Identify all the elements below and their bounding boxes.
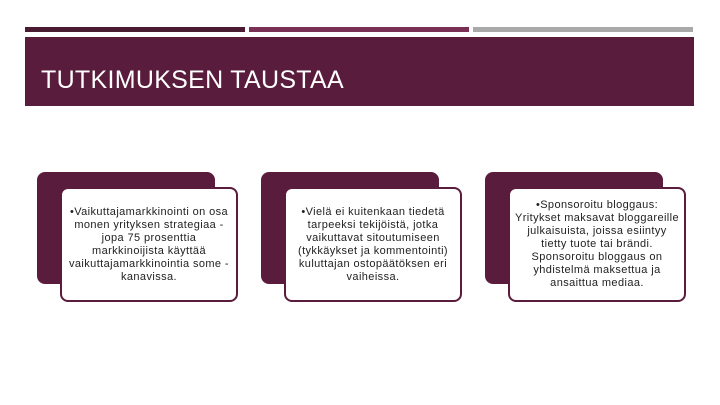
card-3-text: •Sponsoroitu bloggaus: Yritykset maksavat bloggareille julkaisuista, joissa esiintyy tietty tuote tai brändi. Sponsoroitu bloggaus on yhdistelmä maksettua ja ansaittua mediaa. bbox=[514, 199, 680, 289]
slide-title: TUTKIMUKSEN TAUSTAA bbox=[41, 66, 344, 94]
top-accent-bar-dark bbox=[25, 27, 245, 32]
card-1-text: •Vaikuttajamarkkinointi on osa monen yrityksen strategiaa - jopa 75 prosenttia markkinoijista käyttää vaikuttajamarkkinointia some -kanavissa. bbox=[69, 205, 229, 283]
card-3 bbox=[508, 187, 686, 302]
top-accent-bar-gray bbox=[473, 27, 693, 32]
card-1 bbox=[60, 187, 238, 302]
card-2-text: •Vielä ei kuitenkaan tiedetä tarpeeksi tekijöistä, jotka vaikuttavat sitoutumiseen (tykkäykset ja kommentointi) kuluttajan ostopäätöksen eri vaiheissa. bbox=[298, 205, 448, 283]
top-accent-bar-medium bbox=[249, 27, 469, 32]
card-2 bbox=[284, 187, 462, 302]
